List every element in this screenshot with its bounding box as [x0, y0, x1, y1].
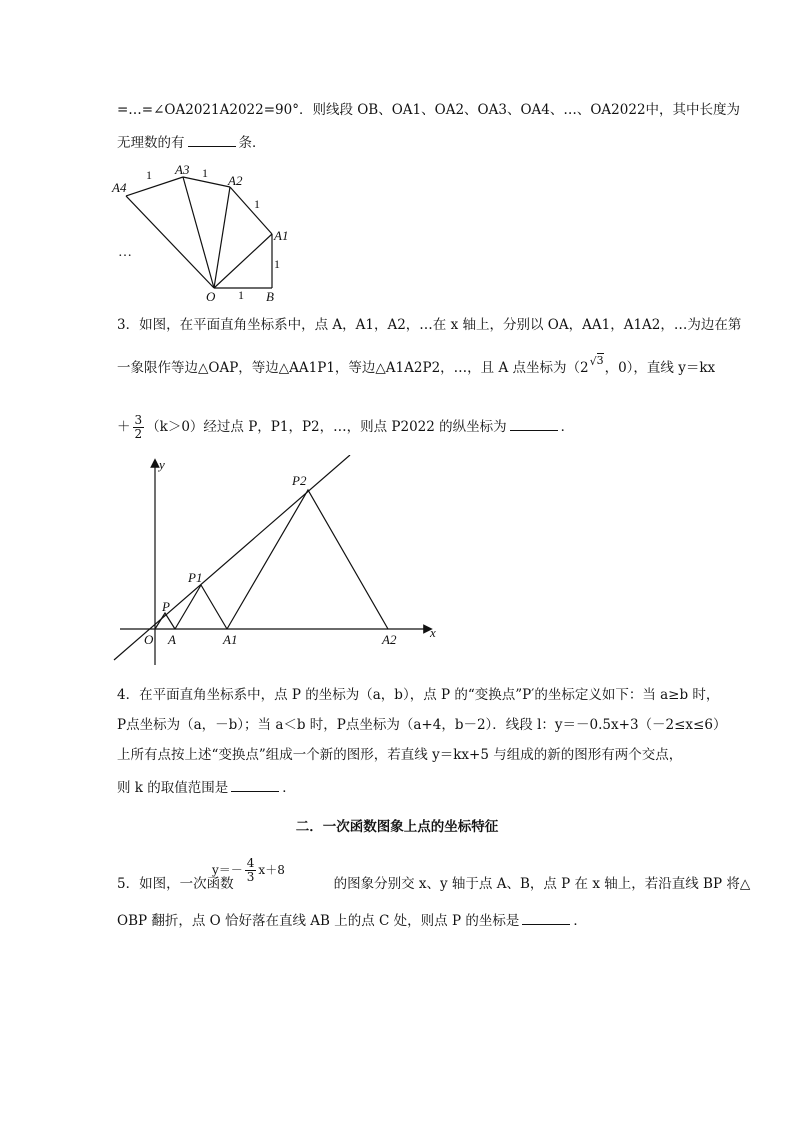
formula-num: 4	[246, 856, 255, 870]
section-heading: 二．一次函数图象上点的坐标特征	[295, 819, 499, 835]
label-O: O	[206, 289, 216, 304]
continuation-dots: …	[118, 245, 132, 260]
problem4-line2	[117, 715, 726, 735]
label-y: y	[159, 457, 165, 472]
formula-prefix: y＝－	[212, 863, 243, 877]
label-P1: P1	[188, 570, 203, 585]
problem2-line2-prefix: 无理数的有	[117, 135, 185, 151]
problem5-line1	[117, 874, 750, 894]
problem4-line4-suffix: ．	[282, 780, 296, 796]
problem2-line1-text: =…=∠OA2021A2022=90°．则线段 OB、OA1、OA2、OA3、OA4、…、OA2022中，其中长度为	[117, 102, 741, 118]
segment-A3A4	[126, 177, 183, 196]
formula-den: 3	[246, 870, 255, 884]
edge-label-OB: 1	[238, 288, 244, 302]
triangle-AA1P1	[175, 585, 227, 629]
answer-blank[interactable]	[522, 910, 570, 925]
segment-OA2	[214, 187, 230, 288]
segment-A1A2	[230, 187, 272, 234]
answer-blank[interactable]	[510, 416, 558, 431]
problem3-line2	[117, 354, 716, 379]
answer-blank[interactable]	[188, 132, 236, 147]
label-B: B	[266, 289, 274, 304]
problem3-line3	[117, 410, 574, 444]
problem5-line1-prefix: 5．如图，一次函数	[117, 876, 234, 892]
problem3-line2-prefix: 一象限作等边△OAP，等边△AA1P1，等边△A1A2P2，…，且 A 点坐标为（2	[117, 360, 589, 376]
label-A3: A3	[175, 162, 190, 177]
problem4-line1-text: 4．在平面直角坐标系中，点 P 的坐标为（a，b），点 P 的“变换点”P′的坐标定义如下：当 a≥b 时，	[117, 687, 720, 703]
label-A2: A2	[228, 173, 243, 188]
problem3-line2-suffix: ，0），直线 y＝kx	[604, 360, 716, 376]
segment-OA1	[214, 234, 272, 288]
spiral-triangle-figure	[108, 160, 308, 310]
problem3-plus: ＋	[117, 419, 131, 435]
triangle-A1A2P2	[227, 490, 388, 629]
edge-label-A1B: 1	[274, 257, 280, 271]
fraction-3-over-2	[133, 414, 145, 441]
label-P: P	[162, 599, 170, 614]
label-A1: A1	[223, 632, 238, 647]
problem5-line2-suffix: ．	[573, 913, 587, 929]
answer-blank[interactable]	[231, 777, 279, 792]
problem2-line2	[117, 132, 266, 153]
edge-label-A3A2: 1	[202, 166, 208, 180]
label-A2: A2	[382, 632, 397, 647]
problem4-line1	[117, 685, 719, 705]
label-P2: P2	[292, 473, 307, 488]
problem4-line3	[117, 745, 682, 765]
label-A1: A1	[274, 228, 289, 243]
problem3-line1	[117, 315, 741, 335]
formula-suffix: x＋8	[258, 863, 285, 877]
problem5-line2	[117, 910, 587, 931]
problem4-line3-text: 上所有点按上述“变换点”组成一个新的图形，若直线 y＝kx+5 与组成的新的图形有两个交点，	[117, 747, 683, 763]
sqrt-radicand: 3	[596, 354, 604, 367]
problem4-line4-prefix: 则 k 的取值范围是	[117, 780, 229, 796]
problem2-line2-suffix: 条．	[238, 135, 266, 151]
label-x: x	[430, 625, 436, 640]
problem3-line3-end: ．	[560, 419, 575, 435]
problem3-line1-text: 3．如图，在平面直角坐标系中，点 A，A1，A2，…在 x 轴上，分别以 OA，AA1，A1A2，…为边在第	[117, 317, 742, 333]
fraction-num: 3	[134, 413, 143, 427]
label-A4: A4	[112, 180, 127, 195]
fraction-den: 2	[134, 427, 143, 441]
problem4-line4	[117, 777, 296, 798]
equilateral-triangles-figure	[108, 455, 448, 665]
label-A: A	[168, 632, 176, 647]
edge-label-A2A1: 1	[254, 197, 260, 211]
problem4-line2-text: P点坐标为（a，－b）；当 a＜b 时，P点坐标为（a+4，b－2）．线段 l：y＝－0.5x+3（－2≤x≤6）	[117, 717, 727, 733]
problem3-line3-text: （k＞0）经过点 P，P1，P2，…，则点 P2022 的纵坐标为	[146, 419, 507, 435]
label-O: O	[144, 632, 154, 647]
edge-label-A4A3: 1	[146, 168, 152, 182]
problem2-line1	[117, 100, 740, 120]
problem5-line1-suffix: 的图象分别交 x、y 轴于点 A、B，点 P 在 x 轴上，若沿直线 BP 将△	[333, 876, 751, 892]
problem5-line2-prefix: OBP 翻折，点 O 恰好落在直线 AB 上的点 C 处，则点 P 的坐标是	[117, 913, 520, 929]
sqrt-3: √3	[589, 354, 604, 368]
